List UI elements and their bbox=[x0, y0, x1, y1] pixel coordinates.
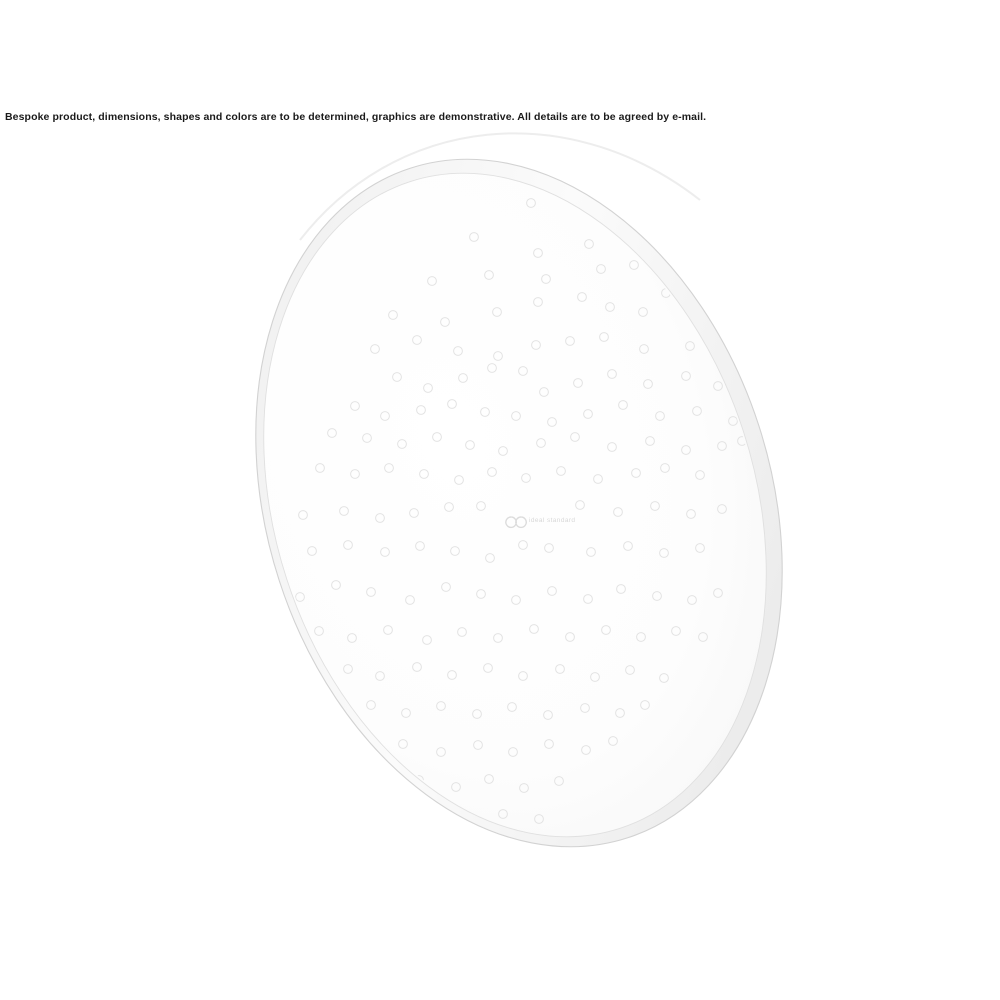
shower-head-face bbox=[182, 107, 849, 902]
shower-head-body bbox=[171, 90, 868, 915]
brand-name-text: ideal standard bbox=[529, 517, 576, 524]
disclaimer-text: Bespoke product, dimensions, shapes and colors are to be determined, graphics are demonstrative. All details are to be agreed by e-mail. bbox=[5, 111, 707, 123]
